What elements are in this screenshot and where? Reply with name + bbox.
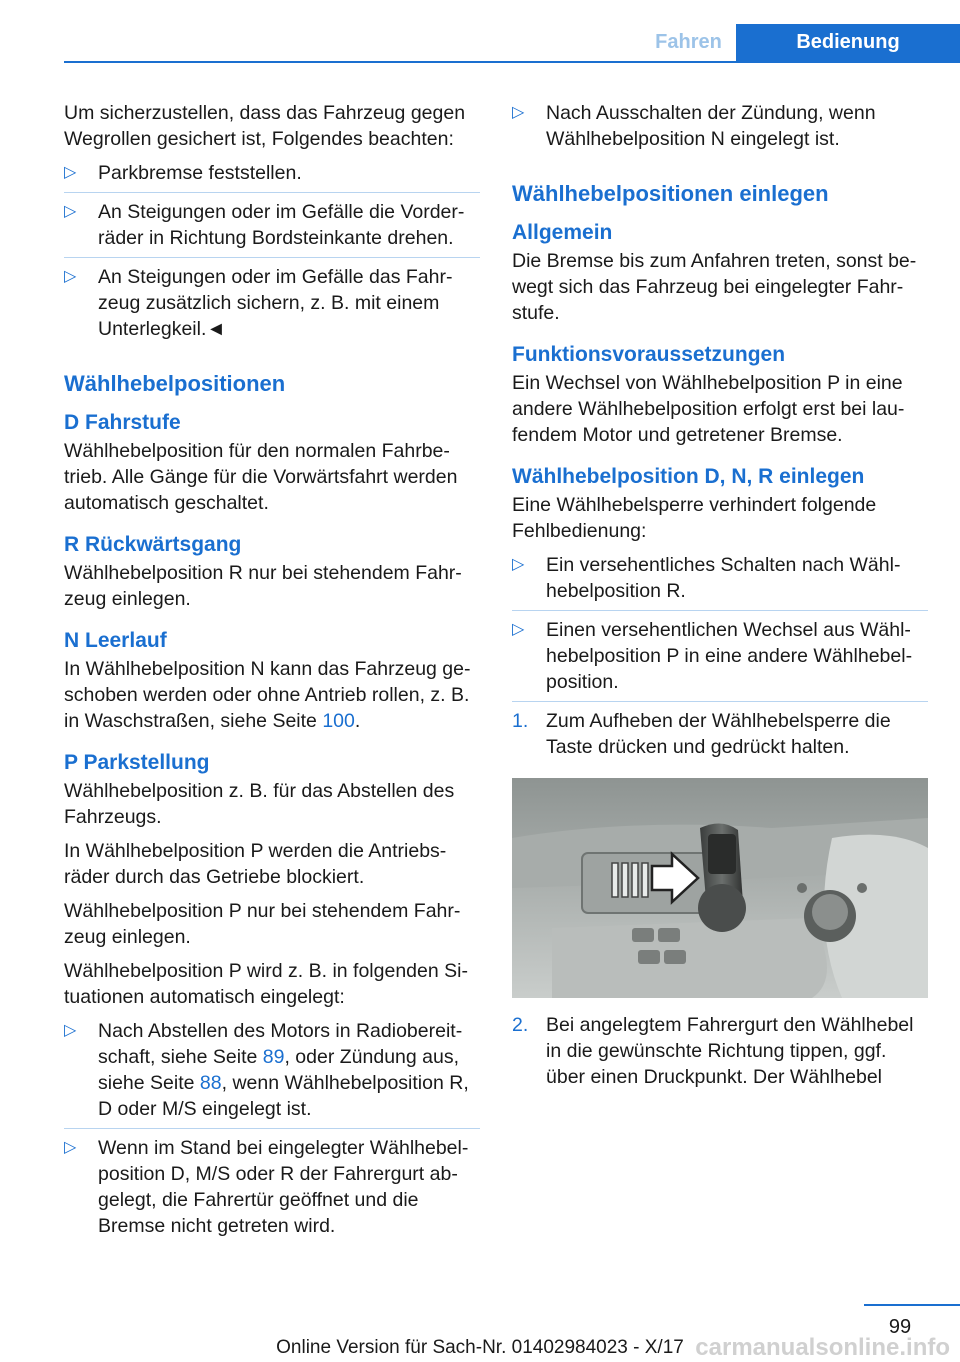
heading-positionen: Wählhebelpositionen [64,371,286,396]
triangle-bullet-icon: ▷ [512,556,525,573]
paragraph-p2: In Wählhebelposition P werden die Antriebs-räder durch das Getriebe blockiert. [64,840,447,888]
page-number: 99 [888,1316,912,1338]
step-item: 2. Bei angelegtem Fahrergurt den Wählhebel in die gewünschte Richtung tippen, ggf. über einen Druckpunkt. Der Wählhebel [512,1014,914,1088]
heading-dnr-einlegen: Wählhebelposition D, N, R einlegen [512,465,865,488]
heading-r-rueckwaertsgang: R Rückwärtsgang [64,533,242,556]
right-column [512,100,928,1102]
list-item: ▷ Nach Ausschalten der Zündung, wenn Wählhebelposition N eingelegt ist. [512,102,876,150]
paragraph-p1: Wählhebelposition z. B. für das Abstellen des Fahrzeugs. [64,780,455,828]
step-item: 1. Zum Aufheben der Wählhebelsperre die Taste drücken und gedrückt halten. [512,710,891,758]
paragraph-r: Wählhebelposition R nur bei stehendem Fahr-zeug einlegen. [64,562,462,610]
triangle-bullet-icon: ▷ [64,203,77,220]
heading-d-fahrstufe: D Fahrstufe [64,411,181,434]
triangle-bullet-icon: ▷ [512,104,525,121]
list-item: ▷ An Steigungen oder im Gefälle die Vorder-räder in Richtung Bordsteinkante drehen. [64,199,480,258]
paragraph-p3: Wählhebelposition P nur bei stehendem Fahr-zeug einlegen. [64,900,461,948]
step-number: 2. [512,1014,529,1036]
gear-selector-photo [512,778,928,998]
triangle-bullet-icon: ▷ [64,1139,77,1156]
list-item: ▷ Parkbremse feststellen. [64,160,480,193]
page-number-rule [864,1304,960,1306]
list-item: ▷ Wenn im Stand bei eingelegter Wählhebel-position D, M/S oder R der Fahrergurt ab-gelegt, die Fahrertür geöffnet und die Bremse nicht getreten wird. [64,1137,469,1237]
page-link-89[interactable]: 89 [262,1046,285,1068]
heading-allgemein: Allgemein [512,221,613,244]
paragraph-n: In Wählhebelposition N kann das Fahrzeug ge-schoben werden oder ohne Antrieb rollen, z. B. in Waschstraßen, siehe Seite 100. [64,658,471,732]
page-link-88[interactable]: 88 [199,1072,222,1094]
page-link-100[interactable]: 100 [322,710,355,732]
heading-n-leerlauf: N Leerlauf [64,629,167,652]
list-item: ▷ Nach Abstellen des Motors in Radiobereit-schaft, siehe Seite 89, oder Zündung aus, siehe Seite 88, wenn Wählhebelposition R, D oder M/S eingelegt ist. [64,1018,480,1129]
list-item: ▷ An Steigungen oder im Gefälle das Fahr-zeug zusätzlich sichern, z. B. mit einem Unterlegkeil.◄ [64,266,453,340]
heading-p-parkstellung: P Parkstellung [64,751,210,774]
watermark: carmanualsonline.info [695,1334,950,1361]
paragraph-funktionsvoraussetzungen: Ein Wechsel von Wählhebelposition P in eine andere Wählhebelposition erfolgt erst bei lau-fendem Motor und getretener Bremse. [512,372,905,446]
footer-text: Online Version für Sach-Nr. 01402984023 - X/17 [276,1337,684,1358]
section-tab-fahren[interactable]: Fahren [641,24,736,61]
paragraph-d: Wählhebelposition für den normalen Fahrbe-trieb. Alle Gänge für die Vorwärtsfahrt werden automatisch geschaltet. [64,440,458,514]
list-item: ▷ Einen versehentlichen Wechsel aus Wähl-hebelposition P in eine andere Wählhebel-position. [512,617,928,702]
triangle-bullet-icon: ▷ [64,164,77,181]
section-tab-bedienung[interactable]: Bedienung [736,24,960,61]
list-item: ▷ Ein versehentliches Schalten nach Wähl-hebelposition R. [512,552,928,611]
intro-paragraph: Um sicherzustellen, dass das Fahrzeug gegen Wegrollen gesichert ist, Folgendes beachten: [64,102,466,150]
heading-einlegen: Wählhebelpositionen einlegen [512,181,829,206]
header-rule [64,61,960,63]
triangle-bullet-icon: ▷ [64,268,77,285]
paragraph-allgemein: Die Bremse bis zum Anfahren treten, sonst be-wegt sich das Fahrzeug bei eingelegter Fahr-stufe. [512,250,917,324]
triangle-bullet-icon: ▷ [512,621,525,638]
page-header [0,0,960,62]
triangle-bullet-icon: ▷ [64,1022,77,1039]
paragraph-dnr: Eine Wählhebelsperre verhindert folgende Fehlbedienung: [512,494,877,542]
step-number: 1. [512,710,529,732]
heading-funktionsvoraussetzungen: Funktionsvoraussetzungen [512,343,786,366]
paragraph-p4: Wählhebelposition P wird z. B. in folgenden Si-tuationen automatisch eingelegt: [64,960,468,1008]
left-column [64,100,480,1251]
